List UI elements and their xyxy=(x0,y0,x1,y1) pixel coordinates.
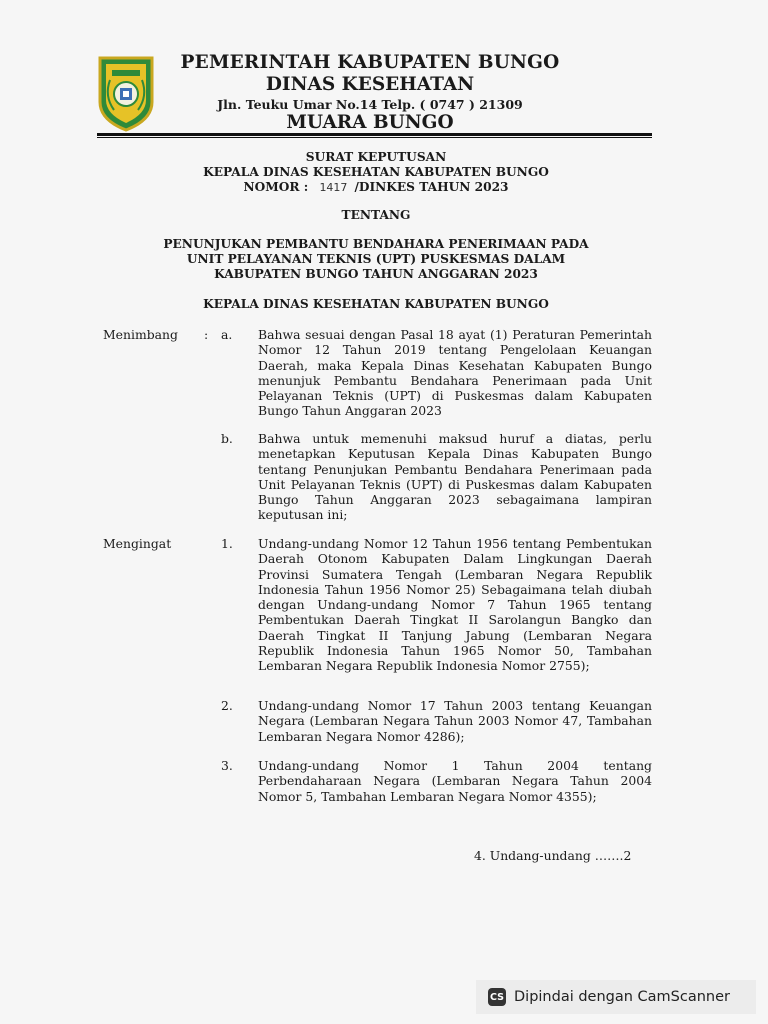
mengingat-item-3: Undang-undang Nomor 1 Tahun 2004 tentang Perbendaharaan Negara (Lembaran Negara Tahun 2004 Nomor 5, Tambahan Lembaran Negara Nomor 4355); xyxy=(258,758,652,804)
item-marker: b. xyxy=(221,431,233,446)
camscanner-icon: CS xyxy=(488,988,506,1006)
nomor-handwritten: 1417 xyxy=(319,181,348,194)
camscanner-badge xyxy=(476,980,756,1014)
menimbang-item-a: Bahwa sesuai dengan Pasal 18 ayat (1) Peraturan Pemerintah Nomor 12 Tahun 2019 tentang Pengelolaan Keuangan Daerah, maka Kepala Dinas Kesehatan Kabupaten Bungo menunjuk Pembantu Bendahara Penerimaan pada Unit Pelayanan Teknis (UPT) di Puskesmas dalam Kabupaten Bungo Tahun Anggaran 2023 xyxy=(258,327,652,419)
mengingat-item-2: Undang-undang Nomor 17 Tahun 2003 tentang Keuangan Negara (Lembaran Negara Tahun 2003 Nomor 47, Tambahan Lembaran Negara Nomor 4286); xyxy=(258,698,652,744)
letterhead-rule-thin xyxy=(97,137,652,138)
letterhead-agency: DINAS KESEHATAN xyxy=(265,74,475,95)
menimbang-label: Menimbang xyxy=(103,327,178,342)
item-marker: 1. xyxy=(221,536,233,551)
subject-line: UNIT PELAYANAN TEKNIS (UPT) PUSKESMAS DALAM xyxy=(186,252,566,266)
menimbang-colon: : xyxy=(204,327,209,342)
document-number xyxy=(96,180,656,195)
menimbang-item-b: Bahwa untuk memenuhi maksud huruf a diatas, perlu menetapkan Keputusan Kepala Dinas Kabupaten Bungo tentang Penunjukan Pembantu Bendahara Penerimaan pada Unit Pelayanan Teknis (UPT) di Puskesmas dalam Kabupaten Bungo Tahun Anggaran 2023 sebagaimana lampiran keputusan ini; xyxy=(258,431,652,523)
letterhead-rule-thick xyxy=(97,133,652,136)
subject-line: PENUNJUKAN PEMBANTU BENDAHARA PENERIMAAN PADA xyxy=(163,237,589,251)
letterhead-government: PEMERINTAH KABUPATEN BUNGO xyxy=(180,52,560,73)
item-marker: 2. xyxy=(221,698,233,713)
letterhead-city: MUARA BUNGO xyxy=(286,112,454,133)
nomor-suffix: /DINKES TAHUN 2023 xyxy=(354,180,509,194)
subject-line: KABUPATEN BUNGO TAHUN ANGGARAN 2023 xyxy=(214,267,538,281)
subject-block xyxy=(96,237,656,282)
nomor-label: NOMOR : xyxy=(243,180,309,194)
document-issuer: KEPALA DINAS KESEHATAN KABUPATEN BUNGO xyxy=(203,165,549,179)
camscanner-label: Dipindai dengan CamScanner xyxy=(514,989,731,1005)
about-label: TENTANG xyxy=(341,208,411,222)
document-type: SURAT KEPUTUSAN xyxy=(305,150,447,164)
item-marker: a. xyxy=(221,327,233,342)
mengingat-label: Mengingat xyxy=(103,536,172,551)
mengingat-item-1: Undang-undang Nomor 12 Tahun 1956 tentang Pembentukan Daerah Otonom Kabupaten Dalam Lingkungan Daerah Provinsi Sumatera Tengah (Lembaran Negara Republik Indonesia Tahun 1956 Nomor 25) Sebagaimana telah diubah dengan Undang-undang Nomor 7 Tahun 1965 tentang Pembentukan Daerah Tingkat II Sarolangun Bangko dan Daerah Tingkat II Tanjung Jabung (Lembaran Negara Republik Indonesia Tahun 1965 Nomor 50, Tambahan Lembaran Negara Republik Indonesia Nomor 2755); xyxy=(258,536,652,674)
page-continuation: 4. Undang-undang …….2 xyxy=(474,848,632,863)
letterhead-address: Jln. Teuku Umar No.14 Telp. ( 0747 ) 21309 xyxy=(217,97,523,112)
regency-emblem-icon xyxy=(96,52,156,132)
item-marker: 3. xyxy=(221,758,233,773)
signatory-heading: KEPALA DINAS KESEHATAN KABUPATEN BUNGO xyxy=(203,297,549,311)
